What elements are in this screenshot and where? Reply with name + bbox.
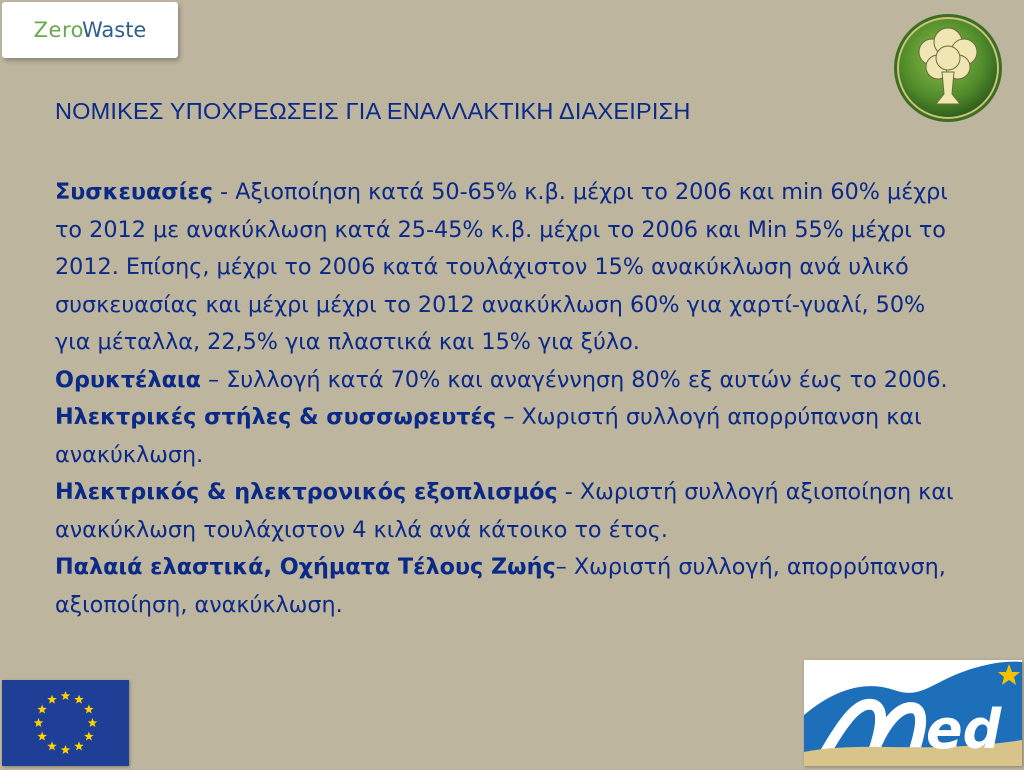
list-item bbox=[55, 362, 967, 400]
logo-zero-text: Zero bbox=[33, 18, 84, 42]
page-title: ΝΟΜΙΚΕΣ ΥΠΟΧΡΕΩΣΕΙΣ ΓΙΑ ΕΝΑΛΛΑΚΤΙΚΗ ΔΙΑΧΕΙΡΙΣΗ bbox=[55, 98, 691, 124]
med-logo-icon bbox=[804, 660, 1022, 766]
list-item bbox=[55, 474, 967, 549]
body-text bbox=[55, 174, 967, 624]
item-label: Ηλεκτρικός & ηλεκτρονικός εξοπλισμός bbox=[55, 479, 558, 505]
item-text: - Χωριστή συλλογή αξιοποίηση και ανακύκλωση τουλάχιστον 4 κιλά ανά κάτοικο το έτος. bbox=[55, 479, 954, 543]
item-label: Παλαιά ελαστικά, Οχήματα Τέλους Ζωής bbox=[55, 554, 556, 580]
eu-flag-icon bbox=[2, 680, 129, 766]
item-label: Συσκευασίες bbox=[55, 179, 213, 205]
logo-waste-text: Waste bbox=[81, 18, 147, 42]
list-item bbox=[55, 399, 967, 474]
item-text: – Συλλογή κατά 70% και αναγέννηση 80% εξ αυτών έως το 2006. bbox=[200, 366, 948, 393]
item-label: Ηλεκτρικές στήλες & συσσωρευτές bbox=[55, 404, 497, 430]
list-item bbox=[55, 549, 967, 624]
item-text: - Αξιοποίηση κατά 50-65% κ.β. μέχρι το 2006 και min 60% μέχρι το 2012 με ανακύκλωση κατά 25-45% κ.β. μέχρι το 2006 και Min 55% μέχρι το 2012. Επίσης, μέχρι το 2006 κατά τουλάχιστον 15% ανακύκλωση ανά υλικό συσκευασίας και μέχρι μέχρι το 2012 ανακύκλωση 60% για χαρτί-γυαλί, 50% για μέταλλα, 22,5% για πλαστικά και 15% για ξύλο. bbox=[55, 179, 948, 355]
item-text: – Χωριστή συλλογή, απορρύπανση, αξιοποίηση, ανακύκλωση. bbox=[55, 554, 946, 618]
item-label: Ορυκτέλαια bbox=[55, 366, 201, 393]
list-item bbox=[55, 174, 967, 362]
zero-waste-logo bbox=[2, 2, 178, 58]
item-text: – Χωριστή συλλογή απορρύπανση και ανακύκλωση. bbox=[55, 404, 922, 468]
med-logo-text: ed bbox=[926, 698, 1002, 761]
